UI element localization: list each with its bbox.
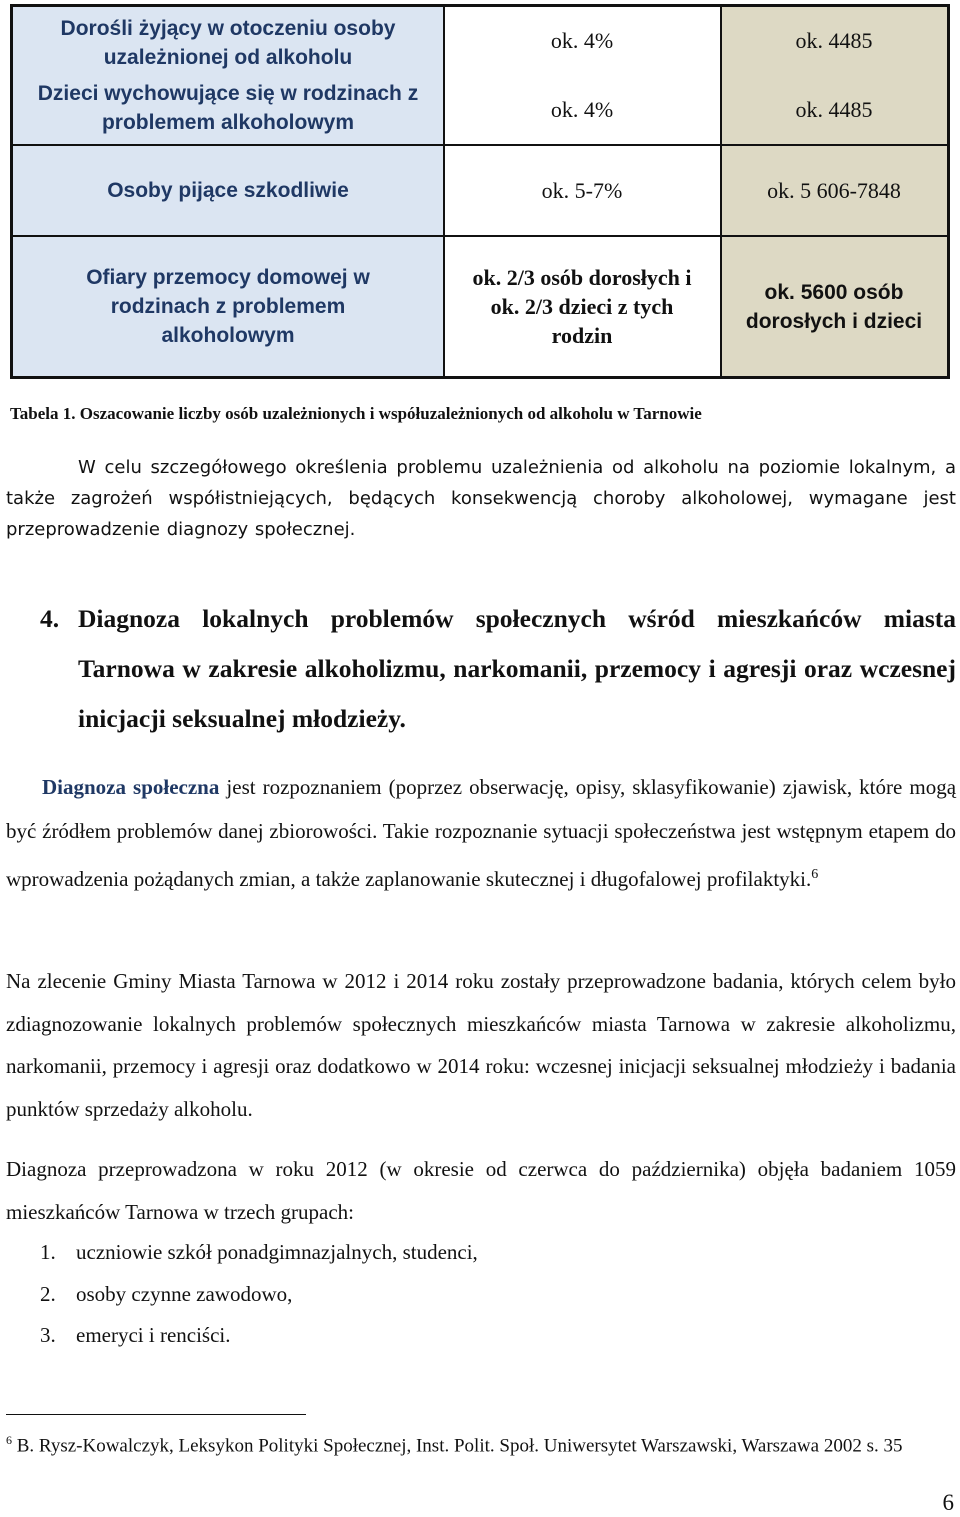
paragraph: Diagnoza przeprowadzona w roku 2012 (w okresie od czerwca do października) objęła badaniem 1059 mieszkańców Tarnowa w trzech grupach: <box>6 1157 956 1224</box>
statistics-table <box>10 4 950 379</box>
table-cell-label: Dzieci wychowujące się w rodzinach z problemem alkoholowym <box>37 81 419 134</box>
list-item <box>40 1323 231 1348</box>
table-caption <box>10 404 702 424</box>
table-cell-percent: ok. 5-7% <box>541 177 623 203</box>
list-number: 3. <box>40 1323 56 1347</box>
page-number: 6 <box>942 1490 954 1515</box>
footnote-ref[interactable]: 6 <box>811 867 819 882</box>
list-text: uczniowie szkół ponadgimnazjalnych, studenci, <box>76 1240 478 1264</box>
section-heading <box>40 594 956 744</box>
table-cell-percent: ok. 4% <box>550 96 614 122</box>
table-cell-count: ok. 4485 <box>795 96 873 122</box>
section-number: 4. <box>40 604 60 633</box>
table-cell-label: Osoby pijące szkodliwie <box>107 179 349 202</box>
caption-label: Tabela 1. <box>10 404 76 423</box>
table-cell-count: ok. 5600 osób dorosłych i dzieci <box>745 280 923 333</box>
caption-text: Oszacowanie liczby osób uzależnionych i współuzależnionych od alkoholu w Tarnowie <box>79 404 702 423</box>
table-cell-label: Ofiary przemocy domowej w rodzinach z problemem alkoholowym <box>86 266 370 347</box>
list-item <box>40 1240 478 1265</box>
table-row <box>13 7 947 144</box>
table-cell-label: Dorośli żyjący w otoczeniu osoby uzależnionej od alkoholu <box>60 17 396 70</box>
table-row <box>13 237 947 376</box>
table-cell-count: ok. 4485 <box>795 28 873 54</box>
divider <box>720 7 722 376</box>
paragraph <box>6 766 956 902</box>
term-highlight: Diagnoza społeczna <box>42 775 220 799</box>
paragraph: Na zlecenie Gminy Miasta Tarnowa w 2012 i 2014 roku zostały przeprowadzone badania, których celem było zdiagnozowanie lokalnych problemów społecznych mieszkańców miasta Tarnowa w zakresie alkoholizmu, narkomanii, przemocy i agresji oraz dodatkowo w 2014 roku: wczesnej inicjacji seksualnej młodzieży i badania punktów sprzedaży alkoholu. <box>6 969 956 1121</box>
table-row <box>13 146 947 235</box>
list-text: emeryci i renciści. <box>76 1323 231 1347</box>
table-cell-percent: ok. 4% <box>550 28 614 54</box>
table-cell-percent: ok. 2/3 osób dorosłych i ok. 2/3 dzieci z tych rodzin <box>472 265 692 348</box>
footnote-text: B. Rysz-Kowalczyk, Leksykon Polityki Społecznej, Inst. Polit. Społ. Uniwersytet Warszawski, Warszawa 2002 s. 35 <box>12 1435 903 1457</box>
list-item <box>40 1282 292 1307</box>
list-text: osoby czynne zawodowo, <box>76 1282 293 1306</box>
section-title: Diagnoza lokalnych problemów społecznych wśród mieszkańców miasta Tarnowa w zakresie alkoholizmu, narkomanii, przemocy i agresji oraz wczesnej inicjacji seksualnej młodzieży. <box>78 604 956 733</box>
list-number: 1. <box>40 1240 56 1264</box>
intro-paragraph: W celu szczegółowego określenia problemu uzależnienia od alkoholu na poziomie lokalnym, a także zagrożeń współistniejących, będących konsekwencją choroby alkoholowej, wymagane jest przeprowadzenie diagnozy społecznej. <box>6 457 956 540</box>
footnote-number: 6 <box>6 1433 12 1447</box>
divider <box>443 7 445 376</box>
footnote <box>6 1428 956 1458</box>
footnote-divider <box>6 1414 306 1415</box>
list-number: 2. <box>40 1282 56 1306</box>
table-cell-count: ok. 5 606-7848 <box>767 177 901 203</box>
paragraph-text: jest rozpoznaniem (poprzez obserwację, opisy, sklasyfikowanie) zjawisk, które mogą być źródłem problemów danej zbiorowości. Takie rozpoznanie sytuacji społeczeństwa jest wstępnym etapem do wprowadzenia pożądanych zmian, a także zaplanowanie skutecznej i długofalowej profilaktyki. <box>6 775 957 891</box>
